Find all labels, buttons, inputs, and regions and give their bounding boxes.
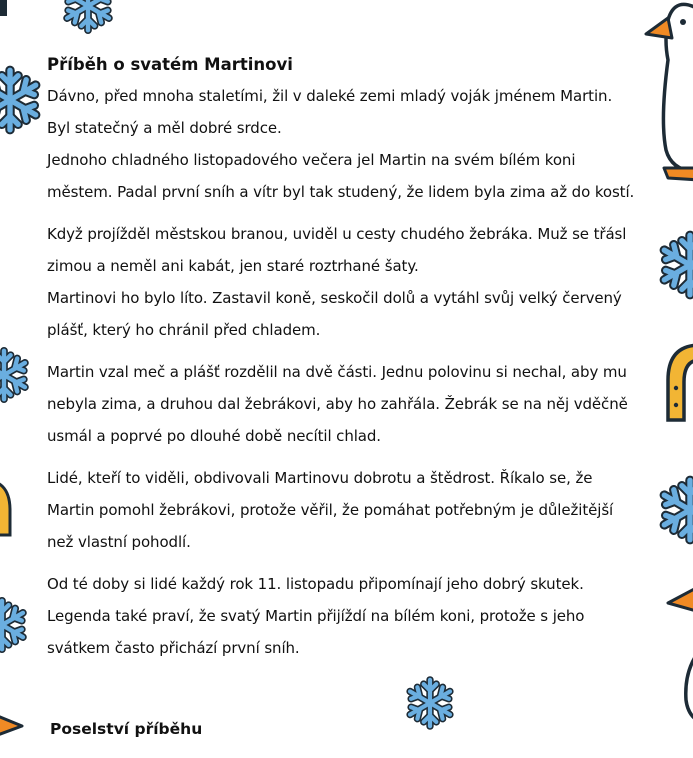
- snowflake-icon: [67, 0, 109, 30]
- text-line: plášť, který ho chránil před chladem.: [47, 321, 321, 339]
- text-line: Jednoho chladného listopadového večera jel Martin na svém bílém koni: [47, 151, 576, 169]
- text-line: Martinovi ho bylo líto. Zastavil koně, seskočil dolů a vytáhl svůj velký červený: [47, 289, 622, 307]
- text-line: zimou a neměl ani kabát, jen staré roztrhané šaty.: [47, 257, 419, 275]
- text-line: městem. Padal první sníh a vítr byl tak studený, že lidem byla zima až do kostí.: [47, 183, 635, 201]
- story-body: [47, 54, 647, 664]
- text-line: nebyla zima, a druhou dal žebrákovi, aby ho zahřála. Žebrák se na něj vděčně: [47, 395, 628, 413]
- text-line: Od té doby si lidé každý rok 11. listopadu připomínají jeho dobrý skutek.: [47, 575, 584, 593]
- text-line: Dávno, před mnoha staletími, žil v daleké zemi mladý voják jménem Martin.: [47, 87, 613, 105]
- text-line: než vlastní pohodlí.: [47, 533, 191, 551]
- text-line: Byl statečný a měl dobré srdce.: [47, 119, 282, 137]
- text-line: Když projížděl městskou branou, uviděl u cesty chudého žebráka. Muž se třásl: [47, 225, 627, 243]
- goose-icon: [668, 586, 693, 722]
- goose-icon: [0, 715, 22, 736]
- snowflake-icon: [0, 351, 25, 399]
- cut-off-decoration: [0, 0, 7, 16]
- text-line: Legenda také praví, že svatý Martin přijíždí na bílém koni, protože s jeho: [47, 607, 585, 625]
- snowflake-icon: [410, 680, 450, 726]
- snowflake-icon: [664, 235, 693, 294]
- paragraph-3: [47, 356, 647, 452]
- snowflake-icon: [0, 70, 36, 129]
- paragraph-2: [47, 218, 647, 346]
- text-line: Lidé, kteří to viděli, obdivovali Martinovu dobrotu a štědrost. Říkalo se, že: [47, 469, 593, 487]
- section-heading: Poselství příběhu: [50, 720, 203, 738]
- text-line: Martin pomohl žebrákovi, protože věřil, že pomáhat potřebným je důležitější: [47, 501, 614, 519]
- snowflake-icon: [664, 480, 693, 539]
- paragraph-1: [47, 80, 647, 208]
- snowflake-icon: [0, 601, 23, 649]
- paragraph-4: [47, 462, 647, 558]
- horseshoe-icon: [0, 480, 10, 535]
- horseshoe-icon: [668, 345, 693, 420]
- text-line: Martin vzal meč a plášť rozdělil na dvě části. Jednu polovinu si nechal, aby mu: [47, 363, 627, 381]
- text-line: usmál a poprvé po dlouhé době necítil chlad.: [47, 427, 381, 445]
- paragraph-5: [47, 568, 647, 664]
- text-line: svátkem často přichází první sníh.: [47, 639, 300, 657]
- goose-icon: [646, 4, 693, 180]
- page-title: Příběh o svatém Martinovi: [47, 55, 293, 74]
